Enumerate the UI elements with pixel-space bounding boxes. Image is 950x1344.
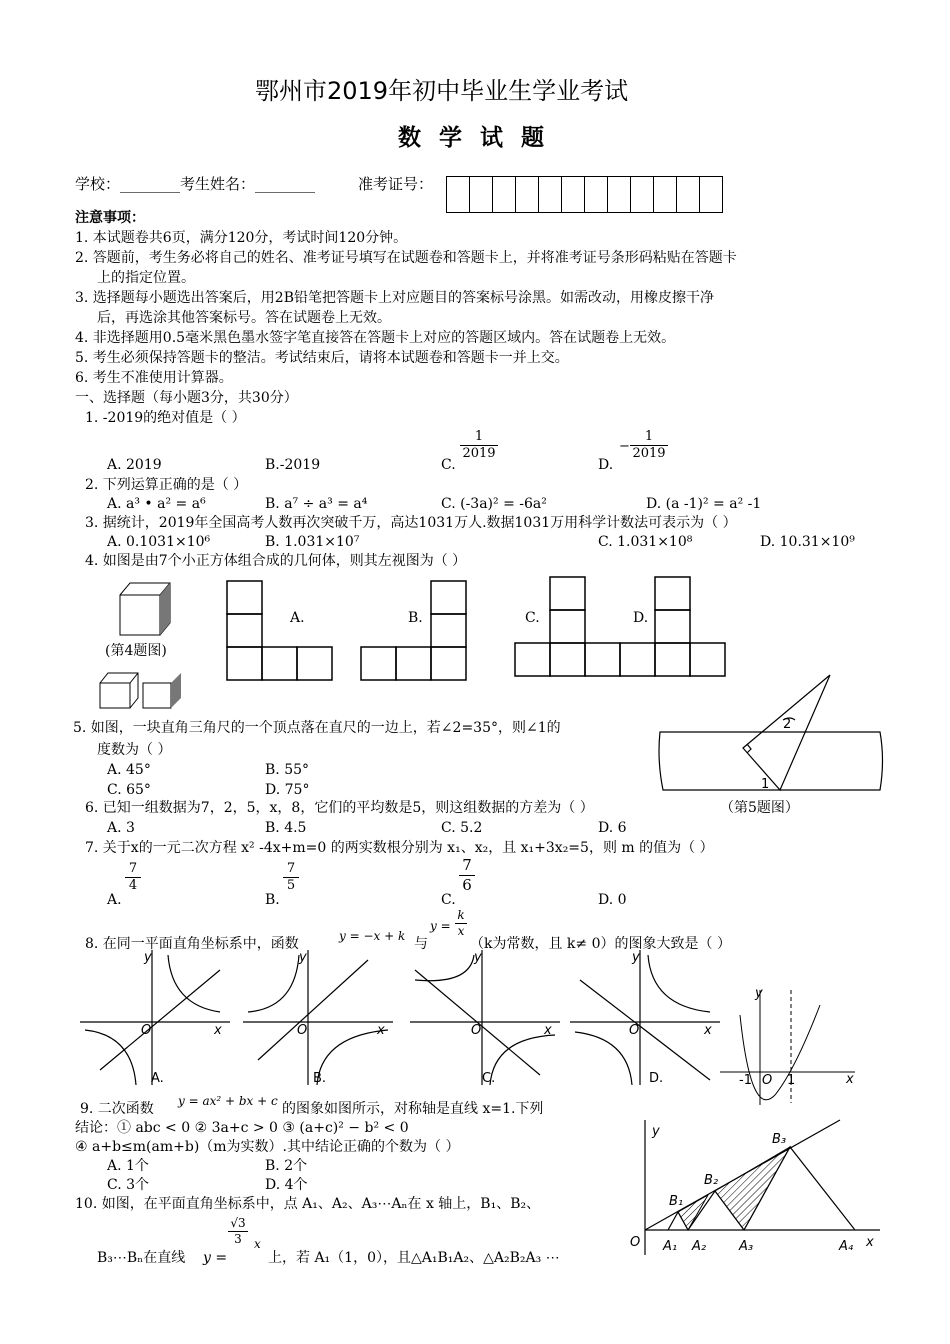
q1-c-fraction: 1 2019 — [460, 430, 498, 462]
q4-option-c: C. — [525, 610, 540, 626]
q5-angle-1-label: 1 — [761, 777, 770, 792]
q7-a-fraction: 7 4 — [125, 862, 141, 894]
q4-option-d-figure — [619, 576, 729, 678]
q4-option-b-figure — [360, 580, 470, 682]
q2-option-a: A. a³ • a² = a⁶ — [107, 496, 206, 512]
q7-option-c: C. — [441, 892, 456, 908]
q10-stem-line1: 10. 如图，在平面直角坐标系中，点 A₁、A₂、A₃⋯Aₙ在 x 轴上，B₁、B₂、 — [75, 1196, 541, 1212]
svg-text:B₁: B₁ — [669, 1194, 684, 1209]
q2-option-c: C. (-3a)² = -6a² — [441, 496, 547, 512]
svg-text:O: O — [141, 1023, 152, 1038]
q7-stem: 7. 关于x的一元二次方程 x² -4x+m=0 的两实数根分别为 x₁、x₂，且 x₁+3x₂=5，则 m 的值为（ ） — [85, 840, 714, 856]
note-line: 6. 考生不准使用计算器。 — [75, 370, 233, 386]
q9-option-a: A. 1个 — [107, 1158, 149, 1174]
q4-option-a: A. — [290, 610, 305, 626]
q7-option-b: B. — [265, 892, 280, 908]
svg-text:y: y — [632, 950, 640, 965]
q8-graph-d-label: D. — [649, 1071, 664, 1086]
svg-text:O: O — [297, 1023, 308, 1038]
svg-text:A₃: A₃ — [739, 1239, 754, 1254]
q1-option-d: D. — [598, 457, 614, 473]
q1-stem: 1. -2019的绝对值是（ ） — [85, 410, 246, 426]
q4-option-b: B. — [408, 610, 423, 626]
svg-text:O: O — [471, 1023, 482, 1038]
q5-ruler-triangle-figure — [655, 670, 885, 800]
q10-stem-b: 上，若 A₁（1，0），且△A₁B₁A₂、△A₂B₂A₃ ⋯ — [268, 1250, 560, 1266]
q8-stem-a: 8. 在同一平面直角坐标系中，函数 — [85, 936, 299, 952]
q8-stem-c: （k为常数，且 k≠ 0）的图象大致是（ ） — [470, 936, 731, 952]
q3-option-a: A. 0.1031×10⁶ — [107, 534, 211, 550]
q8-eq2-fraction: k x — [455, 909, 467, 938]
q9-stem-line2: 结论：① abc < 0 ② 3a+c > 0 ③ (a+c)² − b² < 0 — [75, 1120, 409, 1136]
q7-c-fraction: 7 6 — [459, 857, 475, 893]
q8-eq2-lhs: y = — [430, 919, 451, 933]
svg-text:B₂: B₂ — [704, 1173, 719, 1188]
q1-option-b: B.-2019 — [265, 457, 321, 473]
svg-text:y: y — [474, 950, 482, 965]
q4-option-c-figure — [514, 576, 624, 678]
q3-stem: 3. 据统计，2019年全国高考人数再次突破千万，高达1031万人.数据1031万用科学计数法可表示为（ ） — [85, 515, 737, 531]
q8-stem-b: 与 — [414, 936, 428, 952]
q6-option-c: C. 5.2 — [441, 820, 483, 836]
q5-stem-line2: 度数为（ ） — [97, 742, 172, 758]
svg-text:O: O — [762, 1073, 773, 1088]
id-label: 准考证号： — [358, 175, 434, 193]
q5-stem-line1: 5. 如图，一块直角三角尺的一个顶点落在直尺的一边上，若∠2=35°，则∠1的 — [73, 720, 561, 736]
q6-option-d: D. 6 — [598, 820, 627, 836]
svg-text:x: x — [704, 1023, 712, 1038]
q9-parabola-figure — [715, 985, 865, 1105]
exam-title: 鄂州市2019年初中毕业生学业考试 — [255, 77, 629, 105]
q5-option-d: D. 75° — [265, 782, 310, 798]
q7-option-d: D. 0 — [598, 892, 627, 908]
q9-stem-line3: ④ a+b≤m(am+b)（m为实数）.其中结论正确的个数为（ ） — [75, 1139, 460, 1155]
note-line: 上的指定位置。 — [97, 270, 195, 286]
q8-graph-a — [80, 950, 240, 1090]
svg-text:O: O — [630, 1235, 641, 1250]
q7-option-a: A. — [107, 892, 122, 908]
q4-option-d: D. — [633, 610, 649, 626]
svg-text:x: x — [846, 1072, 854, 1087]
q4-figure-caption: (第4题图) — [105, 643, 167, 659]
note-line: 1. 本试题卷共6页，满分120分，考试时间120分钟。 — [75, 230, 408, 246]
q6-option-b: B. 4.5 — [265, 820, 307, 836]
q6-option-a: A. 3 — [107, 820, 135, 836]
note-line: 后，再选涂其他答案标号。答在试题卷上无效。 — [97, 310, 391, 326]
q6-stem: 6. 已知一组数据为7，2，5，x，8，它们的平均数是5，则这组数据的方差为（ ） — [85, 800, 594, 816]
q9-option-d: D. 4个 — [265, 1177, 308, 1193]
note-line: 4. 非选择题用0.5毫米黑色墨水签字笔直接答在答题卡上对应的答题区域内。答在试题卷上无效。 — [75, 330, 676, 346]
note-line: 2. 答题前，考生务必将自己的姓名、准考证号填写在试题卷和答题卡上，并将准考证号条形码粘贴在答题卡 — [75, 250, 737, 266]
q9-equation: y = ax² + bx + c — [178, 1094, 278, 1108]
q1-option-a: A. 2019 — [107, 457, 162, 473]
q9-option-c: C. 3个 — [107, 1177, 150, 1193]
svg-text:y: y — [652, 1124, 660, 1139]
section-heading: 一、选择题（每小题3分，共30分） — [75, 390, 298, 406]
q5-angle-2-label: 2 — [783, 717, 792, 732]
q3-option-b: B. 1.031×10⁷ — [265, 534, 360, 550]
q8-graph-d — [570, 950, 730, 1090]
svg-text:y: y — [755, 986, 763, 1001]
q7-b-fraction: 7 5 — [283, 862, 299, 894]
q9-stem-a: 9. 二次函数 — [80, 1101, 154, 1117]
q8-graph-a-label: A. — [151, 1071, 164, 1086]
q10-triangles-figure — [620, 1115, 890, 1265]
svg-text:y: y — [299, 950, 307, 965]
svg-text:x: x — [377, 1023, 385, 1038]
svg-text:x: x — [214, 1023, 222, 1038]
q9-stem-b: 的图象如图所示，对称轴是直线 x=1.下列 — [282, 1101, 544, 1117]
svg-text:1: 1 — [787, 1073, 796, 1088]
q8-eq1: y = −x + k — [339, 929, 406, 943]
q10-eq-lhs: y = — [203, 1250, 228, 1266]
notes-heading: 注意事项： — [75, 210, 145, 226]
q1-d-fraction: 1 2019 — [630, 430, 668, 462]
svg-text:A₄: A₄ — [839, 1239, 854, 1254]
q3-option-c: C. 1.031×10⁸ — [598, 534, 693, 550]
q1-d-sign: − — [619, 439, 630, 454]
exam-subtitle: 数学试题 — [398, 125, 562, 151]
svg-text:O: O — [629, 1023, 640, 1038]
q10-stem-a: B₃⋯Bₙ在直线 — [97, 1250, 186, 1266]
svg-text:y: y — [144, 950, 152, 965]
svg-text:A₁: A₁ — [663, 1239, 678, 1254]
q9-option-b: B. 2个 — [265, 1158, 308, 1174]
svg-text:x: x — [866, 1235, 874, 1250]
school-name-fields: 学校：________考生姓名：________ — [75, 175, 316, 193]
q8-graph-b-label: B. — [313, 1071, 327, 1086]
q5-option-a: A. 45° — [107, 762, 151, 778]
q1-option-c: C. — [441, 457, 456, 473]
q5-option-c: C. 65° — [107, 782, 151, 798]
q10-eq-x: x — [254, 1237, 261, 1251]
q2-stem: 2. 下列运算正确的是（ ） — [85, 477, 248, 493]
note-line: 3. 选择题每小题选出答案后，用2B铅笔把答题卡上对应题目的答案标号涂黑。如需改动，用橡皮擦干净 — [75, 290, 715, 306]
svg-text:B₃: B₃ — [772, 1132, 787, 1147]
q5-figure-caption: （第5题图） — [720, 800, 799, 816]
q4-option-a-figure — [226, 580, 336, 682]
q8-graph-c-label: C. — [482, 1071, 496, 1086]
q10-eq-fraction: √3 3 — [228, 1217, 248, 1246]
svg-text:-1: -1 — [739, 1073, 752, 1088]
q2-option-d: D. (a -1)² = a² -1 — [646, 496, 762, 512]
note-line: 5. 考生必须保持答题卡的整洁。考试结束后，请将本试题卷和答题卡一并上交。 — [75, 350, 569, 366]
q2-option-b: B. a⁷ ÷ a³ = a⁴ — [265, 496, 368, 512]
q8-graph-b — [243, 950, 403, 1090]
id-number-boxes — [447, 176, 723, 213]
q4-stem: 4. 如图是由7个小正方体组合成的几何体，则其左视图为（ ） — [85, 553, 467, 569]
q8-graph-c — [410, 950, 570, 1090]
svg-text:A₂: A₂ — [692, 1239, 707, 1254]
svg-text:x: x — [544, 1023, 552, 1038]
q3-option-d: D. 10.31×10⁹ — [760, 534, 855, 550]
q5-option-b: B. 55° — [265, 762, 310, 778]
